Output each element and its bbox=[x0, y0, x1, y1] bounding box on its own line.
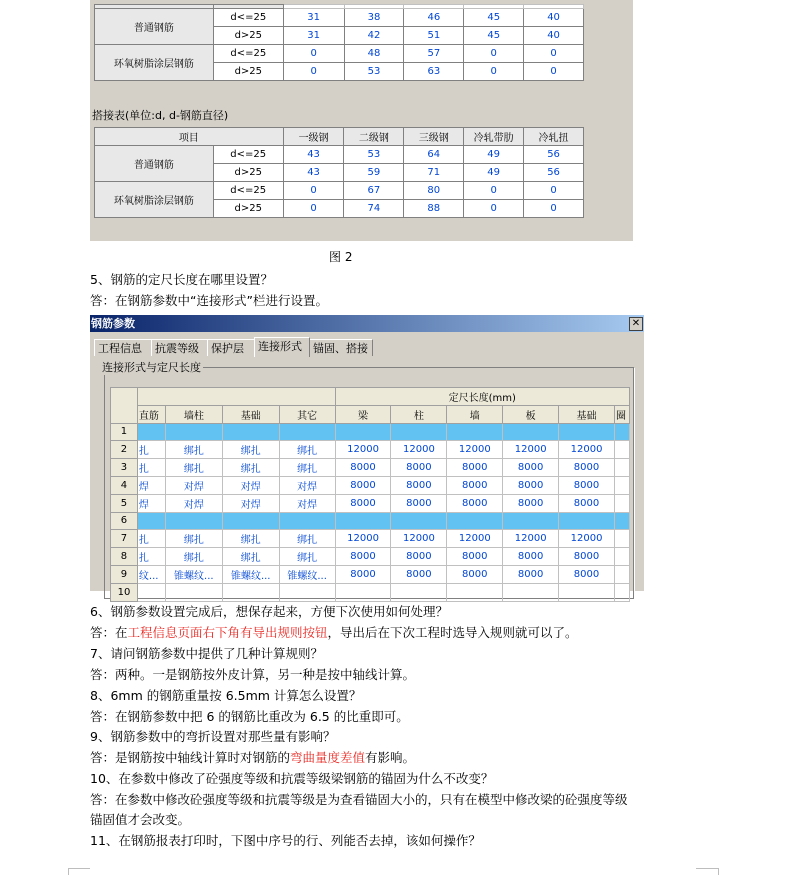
row-group-label: 环氧树脂涂层钢筋 bbox=[95, 45, 214, 81]
grid-cell[interactable]: 8000 bbox=[559, 494, 615, 512]
value-cell: 0 bbox=[464, 182, 524, 200]
grid-cell[interactable] bbox=[614, 494, 629, 512]
grid-cell[interactable]: 8000 bbox=[559, 548, 615, 566]
answer-10-line-2: 锚固值才会改变。 bbox=[90, 812, 191, 827]
column-header: 板 bbox=[503, 405, 559, 423]
column-header: 梁 bbox=[335, 405, 391, 423]
grid-cell[interactable] bbox=[559, 583, 615, 601]
value-cell: 49 bbox=[464, 146, 524, 164]
grid-cell[interactable]: 8000 bbox=[391, 565, 447, 583]
dialog-title: 钢筋参数 bbox=[91, 317, 135, 330]
grid-cell[interactable] bbox=[614, 459, 629, 477]
grid-cell[interactable]: 扎 bbox=[137, 441, 165, 459]
row-number: 2 bbox=[111, 441, 138, 459]
grid-cell[interactable]: 绑扎 bbox=[222, 530, 279, 548]
grid-cell[interactable]: 12000 bbox=[559, 530, 615, 548]
grid-cell[interactable]: 8000 bbox=[391, 459, 447, 477]
column-header: 二级钢 bbox=[344, 128, 404, 146]
value-cell: 0 bbox=[464, 63, 524, 81]
grid-cell[interactable]: 12000 bbox=[391, 441, 447, 459]
column-header: 冷轧带肋 bbox=[464, 128, 524, 146]
value-cell: 0 bbox=[283, 63, 344, 81]
grid-cell[interactable]: 8000 bbox=[503, 459, 559, 477]
grid-cell[interactable]: 8000 bbox=[447, 548, 503, 566]
grid-cell[interactable] bbox=[222, 512, 279, 530]
question-6: 6、钢筋参数设置完成后，想保存起来，方便下次使用如何处理？ bbox=[90, 604, 448, 619]
row-number: 9 bbox=[111, 565, 138, 583]
column-header: 墙柱 bbox=[165, 405, 222, 423]
value-cell: 0 bbox=[524, 182, 584, 200]
grid-cell[interactable]: 8000 bbox=[335, 548, 391, 566]
figure-2-screenshot bbox=[90, 0, 633, 241]
value-cell: 45 bbox=[464, 9, 524, 27]
grid-cell[interactable]: 8000 bbox=[559, 476, 615, 494]
grid-cell[interactable]: 纹... bbox=[137, 565, 165, 583]
grid-cell[interactable]: 8000 bbox=[335, 565, 391, 583]
value-cell: 40 bbox=[524, 27, 584, 45]
grid-cell[interactable]: 对焊 bbox=[222, 476, 279, 494]
grid-cell[interactable]: 绑扎 bbox=[165, 548, 222, 566]
grid-cell[interactable] bbox=[503, 583, 559, 601]
grid-cell[interactable]: 8000 bbox=[559, 459, 615, 477]
grid-cell[interactable]: 对焊 bbox=[279, 476, 335, 494]
dialog-titlebar bbox=[90, 315, 644, 332]
grid-cell[interactable] bbox=[165, 583, 222, 601]
column-header: 柱 bbox=[391, 405, 447, 423]
value-cell: 80 bbox=[404, 182, 464, 200]
value-cell: 31 bbox=[283, 9, 344, 27]
grid-cell[interactable]: 扎 bbox=[137, 459, 165, 477]
question-7: 7、请问钢筋参数中提供了几种计算规则？ bbox=[90, 646, 323, 661]
figure-caption: 图 2 bbox=[329, 250, 353, 264]
grid-cell[interactable]: 绑扎 bbox=[165, 459, 222, 477]
grid-cell[interactable]: 扎 bbox=[137, 548, 165, 566]
tab-2[interactable]: 抗震等级 bbox=[151, 339, 208, 356]
table-header-row bbox=[95, 128, 584, 146]
answer-9-highlight: 弯曲量度差值 bbox=[290, 750, 366, 765]
connection-table bbox=[110, 387, 630, 602]
value-cell: 48 bbox=[344, 45, 404, 63]
grid-cell[interactable]: 8000 bbox=[391, 548, 447, 566]
grid-cell[interactable]: 8000 bbox=[503, 565, 559, 583]
grid-cell[interactable]: 8000 bbox=[559, 565, 615, 583]
grid-cell[interactable]: 绑扎 bbox=[279, 530, 335, 548]
condition-label: d<=25 bbox=[213, 9, 283, 27]
grid-cell[interactable]: 对焊 bbox=[222, 494, 279, 512]
answer-9 bbox=[90, 748, 415, 766]
answer-6-suffix: ，导出后在下次工程时选导入规则就可以了。 bbox=[327, 625, 578, 640]
condition-label: d>25 bbox=[213, 27, 283, 45]
question-8: 8、6mm 的钢筋重量按 6.5mm 计算怎么设置？ bbox=[90, 688, 362, 703]
tab-4[interactable]: 连接形式 bbox=[254, 337, 310, 357]
grid-cell[interactable]: 锥螺纹... bbox=[279, 565, 335, 583]
table-row bbox=[95, 9, 584, 27]
condition-label: d>25 bbox=[213, 164, 283, 182]
grid-cell[interactable]: 8000 bbox=[391, 476, 447, 494]
grid-cell[interactable] bbox=[614, 548, 629, 566]
table-row[interactable] bbox=[111, 512, 630, 530]
condition-label: d<=25 bbox=[213, 182, 283, 200]
question-10: 10、在参数中修改了砼强度等级和抗震等级梁钢筋的锚固为什么不改变？ bbox=[90, 771, 494, 786]
grid-cell[interactable]: 8000 bbox=[447, 476, 503, 494]
value-cell: 0 bbox=[524, 200, 584, 218]
table-row[interactable] bbox=[111, 459, 630, 477]
grid-cell[interactable]: 8000 bbox=[335, 459, 391, 477]
grid-cell[interactable] bbox=[137, 423, 165, 441]
tab-1[interactable]: 工程信息 bbox=[94, 339, 152, 356]
table-row[interactable] bbox=[111, 530, 630, 548]
column-header: 基础 bbox=[222, 405, 279, 423]
grid-cell[interactable]: 焊 bbox=[137, 476, 165, 494]
grid-cell[interactable] bbox=[614, 423, 629, 441]
row-number: 5 bbox=[111, 494, 138, 512]
fixed-length-header: 定尺长度(mm) bbox=[335, 388, 629, 406]
value-cell: 56 bbox=[524, 146, 584, 164]
grid-cell[interactable] bbox=[391, 583, 447, 601]
grid-cell[interactable]: 绑扎 bbox=[279, 441, 335, 459]
grid-cell[interactable]: 8000 bbox=[447, 459, 503, 477]
grid-header-row bbox=[111, 388, 630, 406]
column-header: 墙 bbox=[447, 405, 503, 423]
table-row[interactable] bbox=[111, 583, 630, 601]
grid-cell[interactable]: 12000 bbox=[447, 530, 503, 548]
grid-cell[interactable]: 8000 bbox=[447, 494, 503, 512]
answer-9-prefix: 答：是钢筋按中轴线计算时对钢筋的 bbox=[90, 750, 291, 765]
grid-cell[interactable]: 12000 bbox=[503, 530, 559, 548]
grid-cell[interactable]: 对焊 bbox=[165, 494, 222, 512]
grid-header-row bbox=[111, 405, 630, 423]
tab-3[interactable]: 保护层 bbox=[207, 339, 255, 356]
answer-6-prefix: 答：在 bbox=[90, 625, 128, 640]
value-cell: 0 bbox=[283, 182, 344, 200]
grid-cell[interactable] bbox=[614, 441, 629, 459]
grid-cell[interactable] bbox=[614, 583, 629, 601]
value-cell: 43 bbox=[283, 146, 344, 164]
table-row[interactable] bbox=[111, 441, 630, 459]
value-cell: 53 bbox=[344, 146, 404, 164]
value-cell: 67 bbox=[344, 182, 404, 200]
row-group-label: 普通钢筋 bbox=[95, 9, 214, 45]
connection-grid bbox=[110, 387, 630, 598]
row-group-label: 环氧树脂涂层钢筋 bbox=[95, 182, 214, 218]
condition-label: d<=25 bbox=[213, 45, 283, 63]
grid-cell[interactable] bbox=[503, 512, 559, 530]
value-cell: 51 bbox=[404, 27, 464, 45]
value-cell: 40 bbox=[524, 9, 584, 27]
question-11: 11、在钢筋报表打印时，下图中序号的行、列能否去掉，该如何操作？ bbox=[90, 833, 481, 848]
column-header: 其它 bbox=[279, 405, 335, 423]
value-cell: 0 bbox=[524, 63, 584, 81]
answer-6-highlight: 工程信息页面右下角有导出规则按钮 bbox=[127, 625, 328, 640]
grid-cell[interactable]: 锥螺纹... bbox=[165, 565, 222, 583]
row-number: 6 bbox=[111, 512, 138, 530]
grid-cell[interactable]: 绑扎 bbox=[279, 459, 335, 477]
value-cell: 63 bbox=[404, 63, 464, 81]
value-cell: 42 bbox=[344, 27, 404, 45]
grid-cell[interactable] bbox=[391, 512, 447, 530]
column-header: 一级钢 bbox=[283, 128, 344, 146]
value-cell: 49 bbox=[464, 164, 524, 182]
grid-cell[interactable] bbox=[503, 423, 559, 441]
grid-cell[interactable]: 绑扎 bbox=[222, 548, 279, 566]
grid-cell[interactable] bbox=[335, 423, 391, 441]
table-row[interactable] bbox=[111, 494, 630, 512]
table-row bbox=[95, 146, 584, 164]
grid-cell[interactable] bbox=[222, 423, 279, 441]
answer-6 bbox=[90, 623, 578, 641]
grid-cell[interactable] bbox=[222, 583, 279, 601]
grid-cell[interactable]: 绑扎 bbox=[165, 530, 222, 548]
value-cell: 64 bbox=[404, 146, 464, 164]
column-header: 三级钢 bbox=[404, 128, 464, 146]
row-number: 7 bbox=[111, 530, 138, 548]
value-cell: 57 bbox=[404, 45, 464, 63]
value-cell: 59 bbox=[344, 164, 404, 182]
grid-cell[interactable]: 12000 bbox=[335, 530, 391, 548]
value-cell: 0 bbox=[464, 200, 524, 218]
header-spacer bbox=[137, 388, 335, 406]
close-icon[interactable]: ✕ bbox=[629, 317, 643, 331]
answer-7: 答：两种。一是钢筋按外皮计算，另一种是按中轴线计算。 bbox=[90, 667, 416, 682]
row-number: 3 bbox=[111, 459, 138, 477]
question-9: 9、钢筋参数中的弯折设置对那些量有影响？ bbox=[90, 729, 336, 744]
grid-cell[interactable]: 绑扎 bbox=[165, 441, 222, 459]
page-corner-mark-left bbox=[68, 868, 69, 875]
grid-cell[interactable] bbox=[279, 512, 335, 530]
value-cell: 71 bbox=[404, 164, 464, 182]
value-cell: 45 bbox=[464, 27, 524, 45]
grid-cell[interactable] bbox=[137, 583, 165, 601]
value-cell: 46 bbox=[404, 9, 464, 27]
answer-8: 答：在钢筋参数中把 6 的钢筋比重改为 6.5 的比重即可。 bbox=[90, 709, 409, 724]
grid-cell[interactable]: 8000 bbox=[391, 494, 447, 512]
value-cell: 43 bbox=[283, 164, 344, 182]
grid-cell[interactable]: 12000 bbox=[447, 441, 503, 459]
value-cell: 53 bbox=[344, 63, 404, 81]
value-cell: 0 bbox=[524, 45, 584, 63]
row-group-label: 普通钢筋 bbox=[95, 146, 214, 182]
grid-cell[interactable]: 8000 bbox=[335, 476, 391, 494]
row-number: 1 bbox=[111, 423, 138, 441]
grid-cell[interactable]: 对焊 bbox=[165, 476, 222, 494]
anchorage-table bbox=[94, 4, 584, 81]
table-row[interactable] bbox=[111, 423, 630, 441]
grid-cell[interactable]: 12000 bbox=[335, 441, 391, 459]
page-corner-mark-left-h bbox=[68, 868, 90, 869]
grid-cell[interactable]: 绑扎 bbox=[222, 441, 279, 459]
grid-cell[interactable] bbox=[165, 512, 222, 530]
grid-cell[interactable]: 绑扎 bbox=[222, 459, 279, 477]
grid-cell[interactable]: 8000 bbox=[503, 476, 559, 494]
grid-cell[interactable] bbox=[614, 476, 629, 494]
grid-cell[interactable] bbox=[614, 565, 629, 583]
grid-cell[interactable]: 8000 bbox=[447, 565, 503, 583]
grid-cell[interactable] bbox=[447, 512, 503, 530]
grid-cell[interactable] bbox=[137, 512, 165, 530]
row-number: 10 bbox=[111, 583, 138, 601]
column-header: 项目 bbox=[95, 128, 284, 146]
value-cell: 88 bbox=[404, 200, 464, 218]
grid-cell[interactable] bbox=[614, 512, 629, 530]
grid-cell[interactable] bbox=[279, 423, 335, 441]
table-row[interactable] bbox=[111, 476, 630, 494]
grid-cell[interactable]: 扎 bbox=[137, 530, 165, 548]
page-corner-mark-right bbox=[718, 868, 719, 875]
rebar-params-dialog bbox=[90, 315, 644, 598]
value-cell: 56 bbox=[524, 164, 584, 182]
row-number: 4 bbox=[111, 476, 138, 494]
table-row bbox=[95, 45, 584, 63]
grid-cell[interactable] bbox=[279, 583, 335, 601]
lap-table bbox=[94, 127, 584, 218]
grid-cell[interactable] bbox=[335, 583, 391, 601]
answer-9-suffix: 有影响。 bbox=[365, 750, 416, 765]
grid-cell[interactable] bbox=[335, 512, 391, 530]
column-header: 基础 bbox=[559, 405, 615, 423]
value-cell: 31 bbox=[283, 27, 344, 45]
question-5: 5、钢筋的定尺长度在哪里设置？ bbox=[90, 272, 273, 287]
column-header: 冷轧扭 bbox=[524, 128, 584, 146]
grid-cell[interactable] bbox=[165, 423, 222, 441]
grid-cell[interactable] bbox=[614, 530, 629, 548]
condition-label: d>25 bbox=[213, 63, 283, 81]
corner-cell bbox=[111, 388, 138, 424]
column-header: 直筋 bbox=[137, 405, 165, 423]
row-number: 8 bbox=[111, 548, 138, 566]
table-row bbox=[95, 182, 584, 200]
lap-table-title: 搭接表(单位:d, d-钢筋直径) bbox=[92, 109, 229, 122]
page-corner-mark-right-h bbox=[696, 868, 718, 869]
tab-5[interactable]: 锚固、搭接 bbox=[309, 339, 373, 356]
grid-cell[interactable]: 12000 bbox=[559, 441, 615, 459]
value-cell: 0 bbox=[283, 200, 344, 218]
group-box-title: 连接形式与定尺长度 bbox=[102, 361, 201, 374]
grid-cell[interactable]: 8000 bbox=[503, 548, 559, 566]
table-row[interactable] bbox=[111, 548, 630, 566]
grid-cell[interactable]: 锥螺纹... bbox=[222, 565, 279, 583]
value-cell: 0 bbox=[283, 45, 344, 63]
value-cell: 74 bbox=[344, 200, 404, 218]
grid-cell[interactable] bbox=[559, 512, 615, 530]
condition-label: d>25 bbox=[213, 200, 283, 218]
grid-cell[interactable]: 12000 bbox=[391, 530, 447, 548]
value-cell: 0 bbox=[464, 45, 524, 63]
condition-label: d<=25 bbox=[213, 146, 283, 164]
grid-cell[interactable]: 8000 bbox=[335, 494, 391, 512]
table-row[interactable] bbox=[111, 565, 630, 583]
grid-cell[interactable]: 12000 bbox=[503, 441, 559, 459]
grid-cell[interactable] bbox=[559, 423, 615, 441]
grid-cell[interactable] bbox=[391, 423, 447, 441]
grid-cell[interactable]: 焊 bbox=[137, 494, 165, 512]
value-cell: 38 bbox=[344, 9, 404, 27]
grid-cell[interactable]: 绑扎 bbox=[279, 548, 335, 566]
grid-cell[interactable] bbox=[447, 423, 503, 441]
answer-10-line-1: 答：在参数中修改砼强度等级和抗震等级是为查看锚固大小的，只有在模型中修改梁的砼强度等级 bbox=[90, 792, 628, 807]
grid-cell[interactable]: 8000 bbox=[503, 494, 559, 512]
answer-5: 答：在钢筋参数中“连接形式”栏进行设置。 bbox=[90, 293, 328, 308]
grid-cell[interactable]: 对焊 bbox=[279, 494, 335, 512]
column-header: 圈 bbox=[614, 405, 629, 423]
grid-cell[interactable] bbox=[447, 583, 503, 601]
